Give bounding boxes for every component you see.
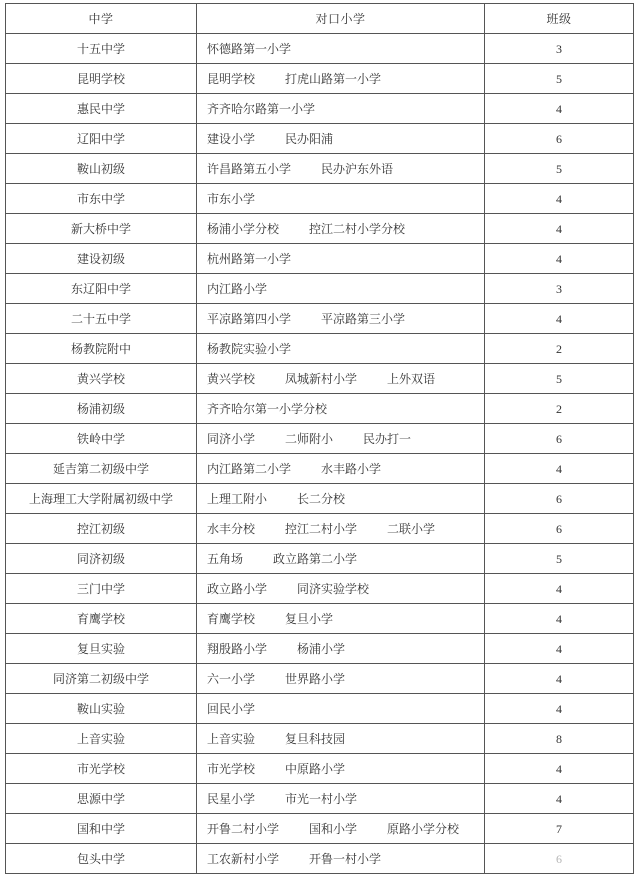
primary-school-name: 水丰分校 xyxy=(207,521,256,536)
primary-schools-cell xyxy=(197,274,485,304)
primary-school-name: 市光一村小学 xyxy=(285,791,358,806)
middle-school-cell: 建设初级 xyxy=(6,244,197,274)
table-row xyxy=(6,364,634,394)
primary-school-name: 许昌路第五小学 xyxy=(207,161,292,176)
primary-school-name: 上理工附小 xyxy=(207,491,268,506)
table-header-row xyxy=(6,4,634,34)
table-row xyxy=(6,34,634,64)
primary-school-name: 复旦科技园 xyxy=(285,731,346,746)
primary-school-name: 二师附小 xyxy=(285,431,334,446)
primary-school-name: 五角场 xyxy=(207,551,244,566)
class-count-cell: 6 xyxy=(485,844,634,874)
primary-school-name: 工农新村小学 xyxy=(207,851,280,866)
table-row xyxy=(6,754,634,784)
class-count-cell: 5 xyxy=(485,154,634,184)
primary-school-name: 民办沪东外语 xyxy=(321,161,394,176)
primary-schools-cell xyxy=(197,394,485,424)
school-assignment-table xyxy=(5,3,634,874)
middle-school-cell: 思源中学 xyxy=(6,784,197,814)
primary-school-name: 黄兴学校 xyxy=(207,371,256,386)
primary-school-name: 回民小学 xyxy=(207,701,256,716)
table-row xyxy=(6,94,634,124)
primary-schools-cell xyxy=(197,214,485,244)
primary-schools-cell xyxy=(197,784,485,814)
class-count-cell: 6 xyxy=(485,124,634,154)
table-row xyxy=(6,514,634,544)
class-count-cell: 4 xyxy=(485,214,634,244)
middle-school-cell: 辽阳中学 xyxy=(6,124,197,154)
primary-school-name: 怀德路第一小学 xyxy=(207,41,292,56)
primary-school-name: 齐齐哈尔第一小学分校 xyxy=(207,401,328,416)
middle-school-cell: 鞍山初级 xyxy=(6,154,197,184)
class-count-cell: 4 xyxy=(485,754,634,784)
primary-schools-cell xyxy=(197,574,485,604)
primary-school-name: 水丰路小学 xyxy=(321,461,382,476)
primary-schools-cell xyxy=(197,604,485,634)
table-row xyxy=(6,574,634,604)
primary-schools-cell xyxy=(197,754,485,784)
header-middle-school: 中学 xyxy=(6,4,197,34)
primary-school-name: 打虎山路第一小学 xyxy=(285,71,382,86)
middle-school-cell: 铁岭中学 xyxy=(6,424,197,454)
primary-schools-cell xyxy=(197,184,485,214)
primary-school-name: 民办阳浦 xyxy=(285,131,334,146)
primary-school-name: 控江二村小学分校 xyxy=(309,221,406,236)
primary-schools-cell xyxy=(197,514,485,544)
class-count-cell: 4 xyxy=(485,694,634,724)
class-count-cell: 7 xyxy=(485,814,634,844)
middle-school-cell: 市光学校 xyxy=(6,754,197,784)
table-body xyxy=(6,34,634,874)
middle-school-cell: 上海理工大学附属初级中学 xyxy=(6,484,197,514)
table-row xyxy=(6,694,634,724)
primary-school-name: 民办打一 xyxy=(363,431,412,446)
primary-school-name: 市东小学 xyxy=(207,191,256,206)
table-row xyxy=(6,844,634,874)
class-count-cell: 4 xyxy=(485,634,634,664)
middle-school-cell: 同济初级 xyxy=(6,544,197,574)
primary-school-name: 二联小学 xyxy=(387,521,436,536)
primary-schools-cell xyxy=(197,304,485,334)
header-classes: 班级 xyxy=(485,4,634,34)
primary-schools-cell xyxy=(197,64,485,94)
middle-school-cell: 育鹰学校 xyxy=(6,604,197,634)
primary-school-name: 开鲁一村小学 xyxy=(309,851,382,866)
table-row xyxy=(6,424,634,454)
primary-school-name: 政立路第二小学 xyxy=(273,551,358,566)
middle-school-cell: 惠民中学 xyxy=(6,94,197,124)
middle-school-cell: 东辽阳中学 xyxy=(6,274,197,304)
primary-school-name: 翔殷路小学 xyxy=(207,641,268,656)
primary-school-name: 中原路小学 xyxy=(285,761,346,776)
table-row xyxy=(6,814,634,844)
class-count-cell: 5 xyxy=(485,364,634,394)
class-count-cell: 4 xyxy=(485,784,634,814)
table-row xyxy=(6,274,634,304)
class-count-cell: 4 xyxy=(485,184,634,214)
table-row xyxy=(6,214,634,244)
primary-school-name: 同济小学 xyxy=(207,431,256,446)
primary-schools-cell xyxy=(197,814,485,844)
primary-school-name: 杭州路第一小学 xyxy=(207,251,292,266)
primary-schools-cell xyxy=(197,664,485,694)
table-row xyxy=(6,244,634,274)
middle-school-cell: 市东中学 xyxy=(6,184,197,214)
table-row xyxy=(6,64,634,94)
middle-school-cell: 鞍山实验 xyxy=(6,694,197,724)
middle-school-cell: 十五中学 xyxy=(6,34,197,64)
middle-school-cell: 杨教院附中 xyxy=(6,334,197,364)
primary-schools-cell xyxy=(197,634,485,664)
primary-school-name: 民星小学 xyxy=(207,791,256,806)
primary-school-name: 世界路小学 xyxy=(285,671,346,686)
class-count-cell: 2 xyxy=(485,334,634,364)
table-row xyxy=(6,784,634,814)
middle-school-cell: 黄兴学校 xyxy=(6,364,197,394)
primary-schools-cell xyxy=(197,454,485,484)
primary-school-name: 平凉路第四小学 xyxy=(207,311,292,326)
primary-school-name: 内江路第二小学 xyxy=(207,461,292,476)
table-row xyxy=(6,304,634,334)
class-count-cell: 5 xyxy=(485,544,634,574)
primary-school-name: 复旦小学 xyxy=(285,611,334,626)
primary-school-name: 凤城新村小学 xyxy=(285,371,358,386)
class-count-cell: 3 xyxy=(485,274,634,304)
middle-school-cell: 上音实验 xyxy=(6,724,197,754)
primary-school-name: 国和小学 xyxy=(309,821,358,836)
primary-school-name: 昆明学校 xyxy=(207,71,256,86)
header-primary-schools: 对口小学 xyxy=(197,4,485,34)
primary-school-name: 平凉路第三小学 xyxy=(321,311,406,326)
class-count-cell: 6 xyxy=(485,514,634,544)
table-row xyxy=(6,334,634,364)
primary-school-name: 同济实验学校 xyxy=(297,581,370,596)
primary-schools-cell xyxy=(197,484,485,514)
primary-school-name: 杨浦小学 xyxy=(297,641,346,656)
class-count-cell: 3 xyxy=(485,34,634,64)
class-count-cell: 2 xyxy=(485,394,634,424)
table-row xyxy=(6,634,634,664)
primary-school-name: 杨浦小学分校 xyxy=(207,221,280,236)
table-row xyxy=(6,604,634,634)
primary-schools-cell xyxy=(197,154,485,184)
middle-school-cell: 三门中学 xyxy=(6,574,197,604)
class-count-cell: 5 xyxy=(485,64,634,94)
table-row xyxy=(6,394,634,424)
middle-school-cell: 国和中学 xyxy=(6,814,197,844)
primary-schools-cell xyxy=(197,694,485,724)
class-count-cell: 4 xyxy=(485,304,634,334)
middle-school-cell: 包头中学 xyxy=(6,844,197,874)
table-row xyxy=(6,544,634,574)
primary-school-name: 开鲁二村小学 xyxy=(207,821,280,836)
primary-school-name: 政立路小学 xyxy=(207,581,268,596)
primary-schools-cell xyxy=(197,844,485,874)
primary-school-name: 内江路小学 xyxy=(207,281,268,296)
primary-school-name: 建设小学 xyxy=(207,131,256,146)
middle-school-cell: 延吉第二初级中学 xyxy=(6,454,197,484)
primary-schools-cell xyxy=(197,364,485,394)
primary-school-name: 控江二村小学 xyxy=(285,521,358,536)
primary-school-name: 齐齐哈尔路第一小学 xyxy=(207,101,316,116)
primary-school-name: 上外双语 xyxy=(387,371,436,386)
middle-school-cell: 二十五中学 xyxy=(6,304,197,334)
primary-school-name: 上音实验 xyxy=(207,731,256,746)
table-row xyxy=(6,124,634,154)
primary-schools-cell xyxy=(197,34,485,64)
middle-school-cell: 杨浦初级 xyxy=(6,394,197,424)
middle-school-cell: 复旦实验 xyxy=(6,634,197,664)
class-count-cell: 6 xyxy=(485,424,634,454)
primary-school-name: 市光学校 xyxy=(207,761,256,776)
primary-school-name: 长二分校 xyxy=(297,491,346,506)
table-row xyxy=(6,724,634,754)
class-count-cell: 4 xyxy=(485,454,634,484)
middle-school-cell: 昆明学校 xyxy=(6,64,197,94)
table-row xyxy=(6,154,634,184)
primary-schools-cell xyxy=(197,124,485,154)
middle-school-cell: 同济第二初级中学 xyxy=(6,664,197,694)
table-row xyxy=(6,484,634,514)
primary-school-name: 原路小学分校 xyxy=(387,821,460,836)
primary-school-name: 杨教院实验小学 xyxy=(207,341,292,356)
primary-schools-cell xyxy=(197,544,485,574)
primary-school-name: 育鹰学校 xyxy=(207,611,256,626)
class-count-cell: 8 xyxy=(485,724,634,754)
primary-schools-cell xyxy=(197,334,485,364)
primary-school-name: 六一小学 xyxy=(207,671,256,686)
table-row xyxy=(6,664,634,694)
class-count-cell: 4 xyxy=(485,244,634,274)
primary-schools-cell xyxy=(197,724,485,754)
primary-schools-cell xyxy=(197,424,485,454)
middle-school-cell: 新大桥中学 xyxy=(6,214,197,244)
table-row xyxy=(6,184,634,214)
primary-schools-cell xyxy=(197,94,485,124)
middle-school-cell: 控江初级 xyxy=(6,514,197,544)
class-count-cell: 4 xyxy=(485,94,634,124)
table-row xyxy=(6,454,634,484)
class-count-cell: 4 xyxy=(485,664,634,694)
class-count-cell: 4 xyxy=(485,604,634,634)
class-count-cell: 4 xyxy=(485,574,634,604)
primary-schools-cell xyxy=(197,244,485,274)
class-count-cell: 6 xyxy=(485,484,634,514)
